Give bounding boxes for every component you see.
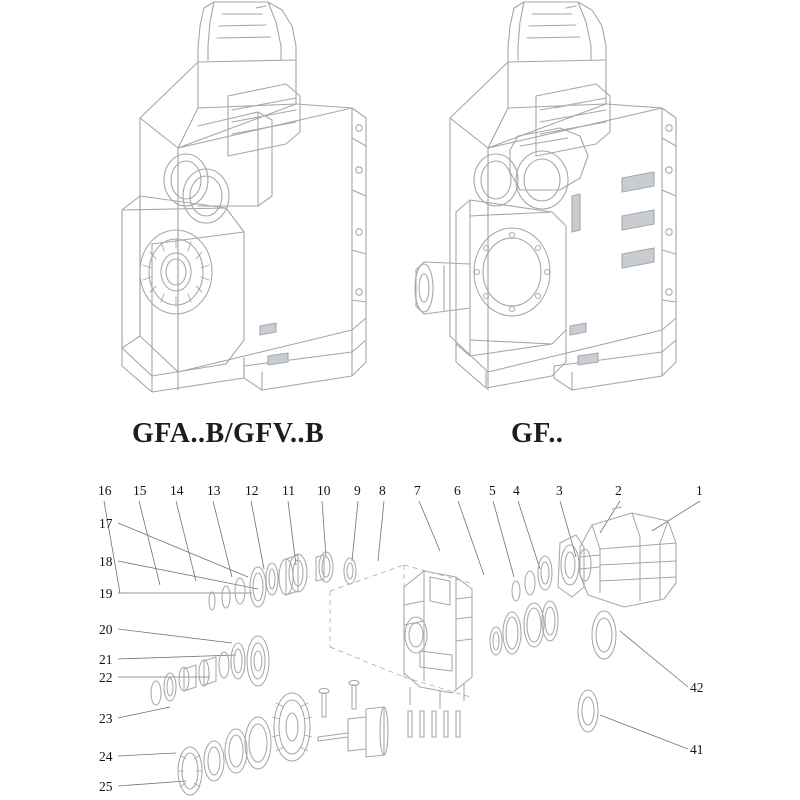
- caption-left-unit: GFA..B/GFV..B: [132, 418, 325, 449]
- part-right-lower-group: [578, 611, 616, 732]
- caption-right-unit: GF..: [511, 418, 564, 449]
- part-bearing-gear-upper: [266, 554, 307, 595]
- callout-12: 12: [245, 483, 259, 498]
- callout-13: 13: [207, 483, 221, 498]
- callout-9: 9: [354, 483, 361, 498]
- callout-24: 24: [99, 749, 113, 764]
- callout-16: 16: [98, 483, 112, 498]
- callout-17: 17: [99, 516, 113, 531]
- callout-3: 3: [556, 483, 563, 498]
- callout-18: 18: [99, 554, 113, 569]
- callout-6: 6: [454, 483, 461, 498]
- callout-21: 21: [99, 652, 113, 667]
- part-mid-left-group: [151, 636, 269, 705]
- callout-42: 42: [690, 680, 704, 695]
- right-gear-unit-drawing: [415, 2, 676, 390]
- exploded-view-section: [0, 465, 800, 800]
- left-gear-unit-drawing: [122, 2, 366, 392]
- exploded-parts-diagram: [0, 465, 800, 800]
- part-small-pins: [319, 681, 359, 718]
- callout-1: 1: [696, 483, 703, 498]
- part-rings-group-right: [490, 556, 558, 655]
- part-shaft-keys: [408, 711, 460, 737]
- callout-7: 7: [414, 483, 421, 498]
- part-bottom-left-group: [178, 693, 312, 795]
- callout-8: 8: [379, 483, 386, 498]
- callout-4: 4: [513, 483, 520, 498]
- callout-5: 5: [489, 483, 496, 498]
- part-gear-housing: [404, 571, 472, 709]
- callout-22: 22: [99, 670, 113, 685]
- part-motor-assembly: [579, 507, 676, 607]
- callout-25: 25: [99, 779, 113, 794]
- callout-14: 14: [170, 483, 184, 498]
- callout-15: 15: [133, 483, 147, 498]
- callout-20: 20: [99, 622, 113, 637]
- callout-2: 2: [615, 483, 622, 498]
- callout-19: 19: [99, 586, 113, 601]
- callout-41: 41: [690, 742, 704, 757]
- callout-11: 11: [282, 483, 295, 498]
- callout-10: 10: [317, 483, 331, 498]
- part-pinion-shaft: [318, 707, 388, 757]
- part-washers-middle: [316, 552, 356, 584]
- callout-23: 23: [99, 711, 113, 726]
